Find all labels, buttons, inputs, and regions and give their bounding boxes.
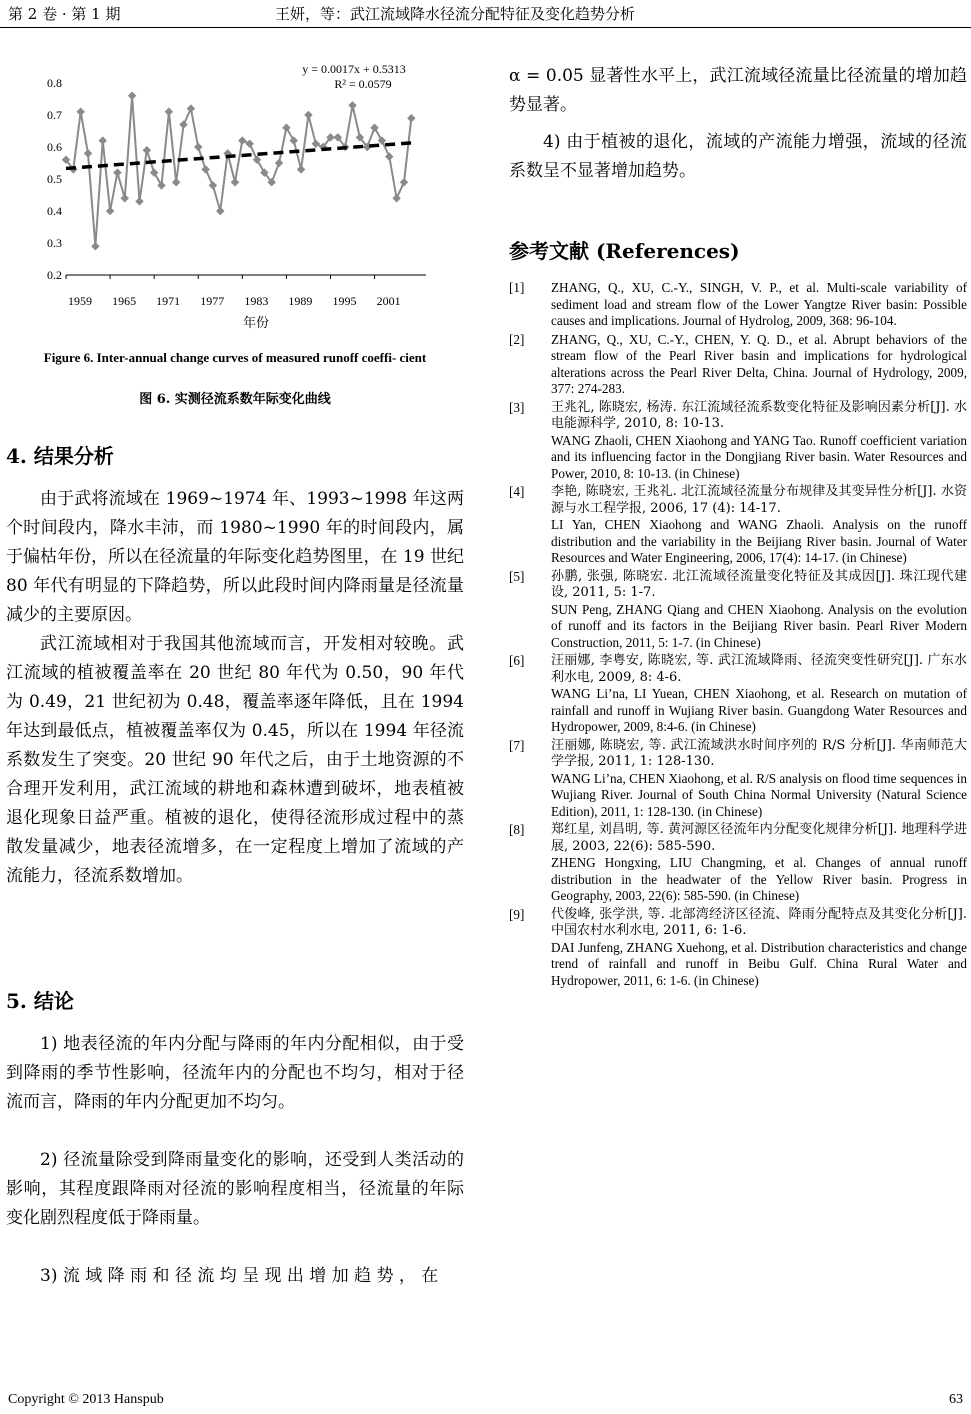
section-4-heading: 4. 结果分析 — [6, 444, 114, 468]
data-point — [290, 136, 298, 144]
reference-text-en: WANG Li’na, LI Yuean, CHEN Xiaohong, et al. Research on mutation of rainfall and runoff in Wujiang River basin. Guangdong Water Resources and Hydropower, 2009, 8:4-6. (in Chinese) — [551, 686, 967, 734]
reference-item — [509, 332, 967, 398]
reference-body — [551, 400, 967, 483]
references-title: 参考文献 (References) — [509, 239, 740, 263]
data-point — [98, 136, 106, 144]
figure-caption-zh: 图 6. 实测径流系数年际变化曲线 — [139, 392, 331, 407]
conclusion-4: 4) 由于植被的退化，流域的产流能力增强，流域的径流系数呈不显著增加趋势。 — [509, 132, 967, 181]
reference-text-en: WANG Zhaoli, CHEN Xiaohong and YANG Tao. Runoff coefficient variation and its influencing factor in the Dongjiang River basin. Water Resources and Power, 2010, 8: 10-13. (in Chinese) — [551, 432, 967, 481]
page-number: 63 — [949, 1392, 963, 1407]
references-list — [509, 280, 967, 991]
data-point — [275, 159, 283, 167]
data-point — [165, 108, 173, 116]
data-point — [282, 124, 290, 132]
reference-body — [551, 907, 967, 990]
reference-text-zh: 李艳, 陈晓宏, 王兆礼. 北江流域径流量分布规律及其变异性分析[J]. 水资源与水工程学报, 2006, 17 (4): 14-17. — [551, 484, 967, 516]
y-tick-label: 0.2 — [47, 268, 62, 282]
data-point — [201, 165, 209, 173]
data-point — [407, 114, 415, 122]
header-rule — [0, 27, 971, 28]
reference-body — [551, 822, 967, 905]
section-4-paragraph-1: 由于武将流域在 1969~1974 年、1993~1998 年这两个时间段内，降水丰沛，而 1980~1990 年的时间段内，属于偏枯年份，所以在径流量的年际变化趋势图里，在 19 世纪 80 年代有明显的下降趋势，所以此段时间内降雨量是径流量减少的主要原因。 — [6, 489, 464, 625]
data-point — [187, 104, 195, 112]
x-tick-label: 1977 — [200, 294, 225, 308]
y-tick-label: 0.3 — [47, 236, 62, 250]
data-point — [135, 197, 143, 205]
reference-text-en: WANG Li’na, CHEN Xiaohong, et al. R/S analysis on flood time sequences in Wujiang River. Journal of South China Normal University (Natural Science Edition), 2011, 1: 128-130. (in Chinese) — [551, 770, 967, 819]
reference-item — [509, 653, 967, 736]
reference-body — [551, 569, 967, 652]
data-point — [157, 181, 165, 189]
reference-body — [551, 332, 967, 398]
conclusion-3: 3) 流 域 降 雨 和 径 流 均 呈 现 出 增 加 趋 势 ， 在 — [40, 1266, 439, 1286]
r-squared-label: R² = 0.0579 — [334, 77, 392, 91]
x-tick-label: 1965 — [112, 294, 137, 308]
reference-item — [509, 484, 967, 567]
reference-text-en: DAI Junfeng, ZHANG Xuehong, et al. Distribution characteristics and change trend of rainfall and runoff in Beibu Gulf. China Rural Water and Hydropower, 2011, 6: 1-6. (in Chinese) — [551, 939, 967, 988]
data-point — [312, 140, 320, 148]
data-point — [370, 124, 378, 132]
runoff-coefficient-chart — [6, 40, 464, 340]
reference-number: [2] — [509, 331, 525, 347]
figure-caption-en: Figure 6. Inter-annual change curves of measured runoff coeffi- cient — [43, 350, 427, 365]
section-4-paragraph-2: 武江流域相对于我国其他流域而言，开发相对较晚。武江流域的植被覆盖率在 20 世纪 80 年代为 0.50，90 年代为 0.49，21 世纪初为 0.48，覆盖率逐年降低，且在 1994 年达到最低点，植被覆盖率仅为 0.45，所以在 1994 年径流系数发生了突变。20 世纪 90 年代之后，由于土地资源的不合理开发利用，武江流域的耕地和森林遭到破坏，地表植被退化现象日益严重。植被的退化，使得径流形成过程中的蒸散发量减少，地表径流增多，在一定程度上增加了流域的产流能力，径流系数增加。 — [6, 634, 464, 886]
x-axis-label: 年份 — [242, 315, 270, 330]
data-point — [392, 194, 400, 202]
data-point — [106, 207, 114, 215]
reference-text-en: ZHENG Hongxing, LIU Changming, et al. Changes of annual runoff distribution in the headwater of the Yellow River basin. Progress in Geography, 2003, 22(6): 585-590. (in Chinese) — [551, 855, 967, 903]
page-header — [0, 0, 971, 30]
y-tick-label: 0.8 — [47, 76, 62, 90]
reference-body — [551, 738, 967, 821]
reference-text-en: ZHANG, Q., XU, C.-Y., SINGH, V. P., et al. Multi-scale variability of sediment load and stream flow of the Lower Yangtze River basin: Possible causes and implications. Journal of Hydrolog, 2009, 368: 96-104. — [551, 280, 967, 328]
reference-item — [509, 569, 967, 652]
data-point — [143, 146, 151, 154]
y-tick-label: 0.7 — [47, 108, 62, 122]
reference-number: [8] — [509, 822, 525, 837]
reference-body — [551, 280, 967, 330]
y-tick-label: 0.6 — [47, 140, 62, 154]
data-point — [231, 178, 239, 186]
trend-equation: y = 0.0017x + 0.5313 — [302, 62, 406, 76]
section-5-heading: 5. 结论 — [6, 989, 74, 1013]
reference-item — [509, 738, 967, 821]
reference-body — [551, 484, 967, 567]
x-tick-label: 1989 — [288, 294, 313, 308]
reference-text-zh: 代俊峰, 张学洪, 等. 北部湾经济区径流、降雨分配特点及其变化分析[J]. 中国农村水利水电, 2011, 6: 1-6. — [551, 906, 967, 938]
reference-number: [7] — [509, 737, 525, 753]
data-point — [209, 181, 217, 189]
reference-number: [6] — [509, 653, 525, 668]
x-tick-label: 1995 — [332, 294, 357, 308]
data-point — [84, 149, 92, 157]
x-tick-label: 1983 — [244, 294, 269, 308]
reference-number: [3] — [509, 399, 525, 415]
data-point — [91, 242, 99, 250]
data-point — [297, 165, 305, 173]
data-point — [128, 92, 136, 100]
data-point — [238, 136, 246, 144]
data-point — [216, 207, 224, 215]
y-tick-label: 0.5 — [47, 172, 62, 186]
reference-text-zh: 汪丽娜, 李粤安, 陈晓宏, 等. 武江流域降雨、径流突变性研究[J]. 广东水利水电, 2009, 8: 4-6. — [551, 653, 967, 685]
data-point — [385, 152, 393, 160]
x-tick-label: 2001 — [376, 294, 401, 308]
reference-number: [4] — [509, 484, 525, 499]
data-point — [245, 140, 253, 148]
x-tick-label: 1959 — [68, 294, 92, 308]
reference-text-zh: 汪丽娜, 陈晓宏, 等. 武江流域洪水时间序列的 R/S 分析[J]. 华南师范大学学报, 2011, 1: 128-130. — [551, 737, 967, 769]
data-point — [76, 108, 84, 116]
data-point — [253, 156, 261, 164]
reference-text-zh: 郑红星, 刘昌明, 等. 黄河源区径流年内分配变化规律分析[J]. 地理科学进展, 2003, 22(6): 585-590. — [551, 822, 967, 854]
reference-number: [5] — [509, 568, 525, 584]
reference-text-zh: 孙鹏, 张强, 陈晓宏. 北江流域径流量变化特征及其成因[J]. 珠江现代建设, 2011, 5: 1-7. — [551, 568, 967, 600]
conclusion-1: 1) 地表径流的年内分配与降雨的年内分配相似，由于受到降雨的季节性影响，径流年内的分配也不均匀，相对于径流而言，降雨的年内分配更加不均匀。 — [6, 1034, 464, 1112]
conclusion-2: 2) 径流量除受到降雨量变化的影响，还受到人类活动的影响，其程度跟降雨对径流的影响程度相当，径流量的年际变化剧烈程度低于降雨量。 — [6, 1150, 464, 1228]
y-tick-label: 0.4 — [47, 204, 62, 218]
x-tick-label: 1971 — [156, 294, 181, 308]
reference-item — [509, 280, 967, 330]
data-point — [179, 120, 187, 128]
reference-text-en: LI Yan, CHEN Xiaohong and WANG Zhaoli. Analysis on the runoff distribution and the variability in the Beijiang River basin. Journal of Water Resources and Water Engineering, 2006, 17(4): 14-17. (in Chinese) — [551, 517, 967, 565]
data-point — [113, 168, 121, 176]
data-point — [150, 168, 158, 176]
reference-body — [551, 653, 967, 736]
data-point — [121, 194, 129, 202]
reference-number: [1] — [509, 280, 525, 295]
reference-item — [509, 907, 967, 990]
running-title: 王妍，等：武江流域降水径流分配特征及变化趋势分析 — [275, 5, 636, 23]
reference-item — [509, 822, 967, 905]
data-point — [348, 101, 356, 109]
conclusion-3-continued: α = 0.05 显著性水平上，武江流域径流量比径流量的增加趋势显著。 — [509, 66, 967, 115]
reference-number: [9] — [509, 906, 525, 922]
reference-text-zh: 王兆礼, 陈晓宏, 杨涛. 东江流域径流系数变化特征及影响因素分析[J]. 水电能源科学, 2010, 8: 10-13. — [551, 399, 967, 431]
reference-text-en: SUN Peng, ZHANG Qiang and CHEN Xiaohong. Analysis on the evolution of runoff and its factors in the Beijiang River basin. Pearl River Modern Construction, 2011, 5: 1-7. (in Chinese) — [551, 601, 967, 650]
reference-text-en: ZHANG, Q., XU, C.-Y., CHEN, Y. Q. D., et al. Abrupt behaviors of the stream flow of the Pearl River basin and implications for hydrological alterations across the Pearl River Delta, China. Journal of Hydrology, 2009, 377: 274-283. — [551, 331, 967, 396]
data-point — [400, 178, 408, 186]
reference-item — [509, 400, 967, 483]
data-point — [194, 143, 202, 151]
copyright: Copyright © 2013 Hanspub — [8, 1392, 164, 1407]
data-point — [304, 111, 312, 119]
journal-volume: 第 2 卷 · 第 1 期 — [8, 5, 121, 23]
data-point — [172, 178, 180, 186]
